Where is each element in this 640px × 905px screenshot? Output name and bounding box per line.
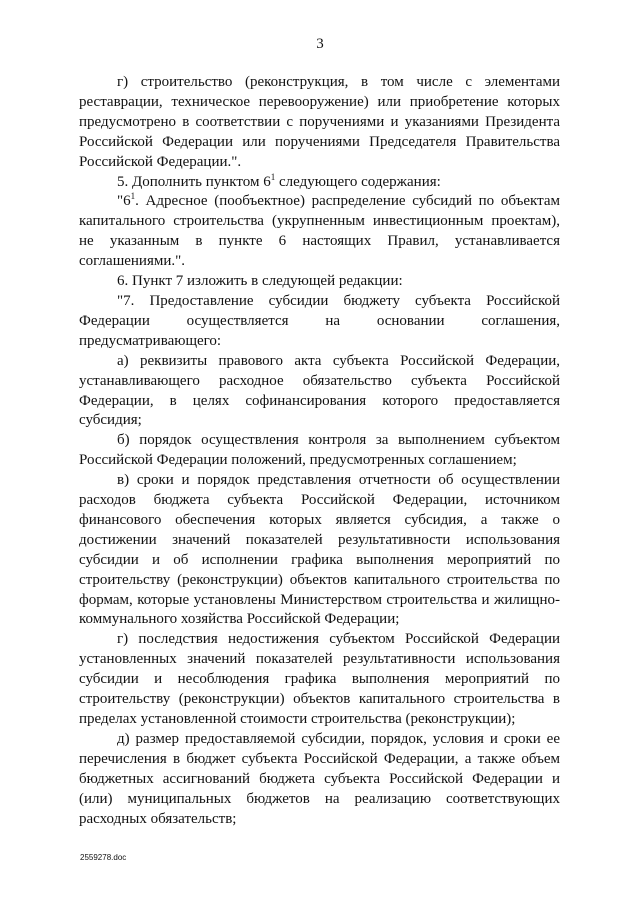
document-body <box>79 73 560 829</box>
paragraph-sub-b: б) порядок осуществления контроля за выполнением субъектом Российской Федерации положений, предусмотренных соглашением; <box>79 432 560 469</box>
paragraph-sub-v: в) сроки и порядок представления отчетности об осуществлении расходов бюджета субъекта Российской Федерации, источником финансового обеспечения которых является субсидия, а также о достижении значений показателей результативности использования субсидии и об исполнении графика выполнения мероприятий по строительству (реконструкции) объектов капитального строительства по формам, которые установлены Министерством строительства и жилищно-коммунального хозяйства Российской Федерации; <box>79 472 560 628</box>
paragraph-sub-a: а) реквизиты правового акта субъекта Российской Федерации, устанавливающего расходное обязательство субъекта Российской Федерации, в целях софинансирования которого предоставляется субсидия; <box>79 352 560 429</box>
superscript: 1 <box>130 191 136 202</box>
paragraph-item-6-1 <box>79 192 560 272</box>
superscript: 1 <box>270 171 276 182</box>
paragraph-item-7: "7. Предоставление субсидии бюджету субъекта Российской Федерации осуществляется на основании соглашения, предусматривающего: <box>79 292 560 349</box>
page-number: 3 <box>316 36 324 52</box>
paragraph-item-5 <box>79 173 560 193</box>
paragraph-text: следующего содержания: <box>275 173 441 190</box>
paragraph-sub-g: г) последствия недостижения субъектом Российской Федерации установленных значений показателей результативности использования субсидии и несоблюдения графика выполнения мероприятий по строительству (реконструкции) объектов капитального строительства в пределах установленной стоимости строительства (реконструкции); <box>79 631 560 727</box>
footer-document-code: 2559278.doc <box>80 853 127 862</box>
paragraph-g-construction: г) строительство (реконструкция, в том числе с элементами реставрации, техническое перевооружение) или приобретение которых предусмотрено в соответствии с поручениями и указаниями Президента Российской Федерации или поручениями Председателя Правительства Российской Федерации.". <box>79 74 560 170</box>
paragraph-text: . Адресное (пообъектное) распределение субсидий по объектам капитального строительства (укрупненным инвестиционным проектам), не указанным в пункте 6 настоящих Правил, устанавливается соглашениями.". <box>79 193 560 270</box>
paragraph-text: 5. Дополнить пунктом 6 <box>117 173 271 190</box>
paragraph-sub-d: д) размер предоставляемой субсидии, порядок, условия и сроки ее перечисления в бюджет субъекта Российской Федерации, а также объем бюджетных ассигнований бюджета субъекта Российской Федерации и (или) муниципальных бюджетов на реализацию соответствующих расходных обязательств; <box>79 730 560 827</box>
paragraph-text: "6 <box>117 193 131 210</box>
paragraph-item-6: 6. Пункт 7 изложить в следующей редакции: <box>117 273 403 290</box>
